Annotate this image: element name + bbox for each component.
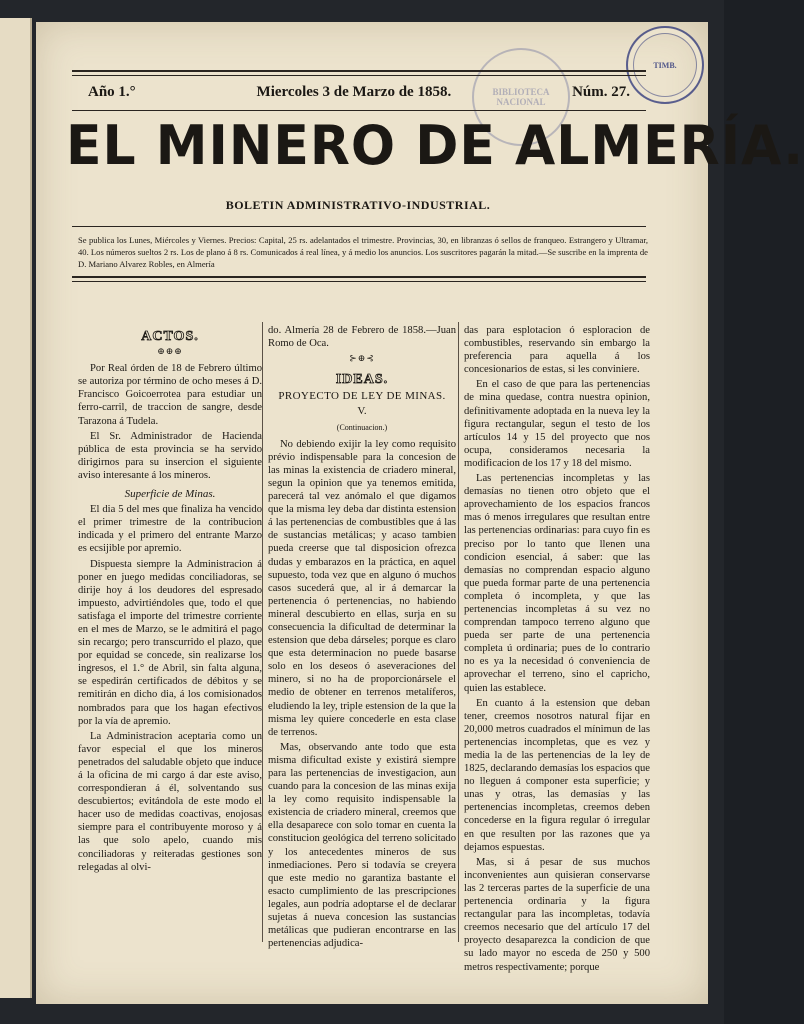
column-divider xyxy=(458,322,459,942)
faded-stamp-text: BIBLIOTECA NACIONAL xyxy=(492,87,550,107)
top-rule xyxy=(72,70,646,72)
newspaper-page xyxy=(36,22,804,1004)
column-1 xyxy=(78,322,262,876)
subscription-info: Se publica los Lunes, Miércoles y Viernes. Precios: Capital, 25 rs. adelantados el trimestre. Provincias, 30, en libranzas ó sellos de franqueo. Estrangero y Ultramar, 40. Los números sueltos 2 rs. Los de plano á 8 rs. Comunicados á real línea, y á medio los anuncios. Los suscritores pagarán la mitad.—Se suscribe en la imprenta de D. Mariano Alvarez Robles, en Almería xyxy=(78,235,648,269)
paragraph: No debiendo exijir la ley como requisito prévio indispensable para la concesion de las minas la existencia de criadero mineral, segun la opinion que ya tenemos emitida, parecerá tal vez anómalo el que digamos que la misma ley deba dar distinta estension á las pertenencias de combustibles que á las de sustancias metálicas; y acaso tambien pueda creerse que tal disposicion ofrezca dudas y embarazos en la práctica, en aquel supuesto, toda vez que en alguno ó muchos casos sucederá que, al ir á demarcar la pertenencia ó pertenencias, no habiendo mineral descubierto en ellas, surja en su consecuencia la dificultad de determinar la estension que deba dárseles; porque es claro que esta determinacion no puede basarse solo en los deseos ó aseveraciones del minero, si no ha de proporcionársele el medio de obtener en terrenos metalíferos, eludiendo la ley, triple estension de la que la misma ley quiere concederle en esta clase de terrenos. xyxy=(268,438,456,738)
subheading-superficie: Superficie de Minas. xyxy=(124,488,216,501)
column-divider xyxy=(262,322,263,942)
paragraph: Dispuesta siempre la Administracion á poner en juego medidas conciliadoras, se dirije hoy á los deudores del espresado impuesto, advirtiéndoles que, todo el que satisfaga el importe del trimestre corriente en el mes de Marzo, se le admitirá el pago sin recargo; pero transcurrido el plazo, que por equidad se concede, sin realizarse los ingresos, el 1.° de Abril, sin falta alguna, se espedirán certificados de débitos y se remitirán en dicho dia, á los comisionados nombrados para que los hagan efectivos por la vía de apremio. xyxy=(78,558,262,727)
masthead-year: Año 1.° xyxy=(88,84,136,100)
masthead-number: Núm. 27. xyxy=(572,84,630,100)
newspaper-title: EL MINERO DE ALMERÍA. xyxy=(66,114,804,178)
column-2 xyxy=(268,322,456,952)
paragraph: do. Almería 28 de Febrero de 1858.—Juan Romo de Oca. xyxy=(268,325,456,350)
masthead-rule xyxy=(72,110,646,111)
paragraph: Las pertenencias incompletas y las demasías no tienen otro objeto que el aprovechamiento de los espacios francos mas ó menos irregulares que resultan entre las pertenencias ordinarias: para cuyo fin es preciso por lo tanto que llenen una condicion esencial, á saber: que las demasías no comprendan espacio alguno que pueda formar parte de una pertenencia completa ó incompleta, y que las pertenencias incompletas á su vez no comprendan tampoco terreno alguno que pueda ser parte de una pertenencia completa ú ordinaria; pues de lo contrario no es ya la necesidad ó conveniencia de aprovechar el terreno, sino el capricho, quien las establece. xyxy=(464,473,650,694)
paragraph: En el caso de que para las pertenencias de mina quedase, contra nuestra opinion, definitivamente adoptada en la nueva ley la figura rectangular, segun el testo de los artículos 14 y 15 del proyecto que nos ocupa, consideramos necesaria la modificacion de los 17 y 18 del mismo. xyxy=(464,379,650,469)
top-rule-thin xyxy=(72,75,646,76)
paragraph: Mas, si á pesar de sus muchos inconvenientes aun quisieran conservarse las 2 terceras partes de la superficie de una pertenencia ordinaria y la figura rectangular para las incompletas, todavía creemos necesario que del artículo 17 del proyecto desaparezca la condicion de que su lado mayor no esceda de 250 y 500 metros respectivamente; porque xyxy=(464,856,650,973)
continuation-note: (Continuacion.) xyxy=(336,422,388,432)
article-title: PROYECTO DE LEY DE MINAS. xyxy=(278,390,446,403)
paragraph: Por Real órden de 18 de Febrero último se autoriza por término de ocho meses á D. Francisco Goicoerrotea para estudiar un ferro-carril, de traccion de sangre, desde Tarazona á Tudela. xyxy=(78,363,262,427)
masthead-date: Miercoles 3 de Marzo de 1858. xyxy=(256,84,452,100)
previous-page-edge xyxy=(0,18,32,998)
section-heading-actos: ACTOS. xyxy=(141,329,199,344)
paragraph: Mas, observando ante todo que esta misma dificultad existe y existirá siempre para las pertenencias de investigacion, aun cuando para la concesion de las minas exija la ley como requisito indispensable la existencia de criadero mineral, creemos que ella desaparece con solo tomar en cuenta la constitucion geológica del terreno solicitado y los antecedentes mineros de sus inmediaciones. Pero si todavía se creyera que este medio no garantiza bastante el esacto cumplimiento de las prescripciones legales, aun podría adoptarse el de declarar sujetas á nueva concesion las sustancias metálicas que pudieran encontrarse en las pertenencias adjudica- xyxy=(268,741,456,950)
paragraph: El dia 5 del mes que finaliza ha vencido el primer trimestre de la contribucion indicada y el primero del entrante Marzo es ecsijible por apremio. xyxy=(78,504,262,555)
info-rule-top xyxy=(72,226,646,227)
info-rule-bottom-thin xyxy=(72,281,646,282)
ornament: ⊱⊕⊰ xyxy=(349,353,375,364)
masthead-row xyxy=(88,84,630,101)
paragraph: El Sr. Administrador de Hacienda pública de esta provincia se ha servido dirigirnos para su insercion el siguiente aviso interesante á los mineros. xyxy=(78,430,262,481)
section-heading-ideas: IDEAS. xyxy=(335,372,389,388)
paragraph: En cuanto á la estension que deban tener, creemos nosotros natural fijar en 20,000 metros cuadrados el mínimun de las pertenencias incompletas, que es vez y media la de las pertenencias de la ley de 1825, declarando demasías los espacios que no lleguen á componer esta superficie; y unas y otras, las demasías y las pertenencias incompletas, creemos deben concederse en la figura regular ó irregular en que resulten por las razones que ya dejamos espuestas. xyxy=(464,697,650,853)
newspaper-subtitle: BOLETIN ADMINISTRATIVO-INDUSTRIAL. xyxy=(225,198,491,212)
article-part-number: V. xyxy=(357,405,367,418)
tax-stamp xyxy=(626,26,704,104)
paragraph: La Administracion aceptaria como un favor especial el que los mineros penetrados del saludable objeto que induce á la oficina de mi cargo á dar este aviso, correspondieran á él, solventando sus descubiertos; evitándola de este modo el hacer uso de medidas coactivas, enojosas siempre para el contribuyente moroso y á las que solo apelo, cuando mis conciliadoras y reiteradas gestiones son relegadas al olvi- xyxy=(78,730,262,873)
paragraph: das para esplotacion ó esploracion de combustibles, reservando sin embargo la preferencia para aquella á los concesionarios de estas, si les conviniere. xyxy=(464,325,650,376)
info-rule-bottom xyxy=(72,276,646,278)
blue-stamp-text: TIMB. xyxy=(653,60,677,70)
column-3 xyxy=(464,322,650,976)
ornament: ⊕⊕⊕ xyxy=(157,346,183,357)
